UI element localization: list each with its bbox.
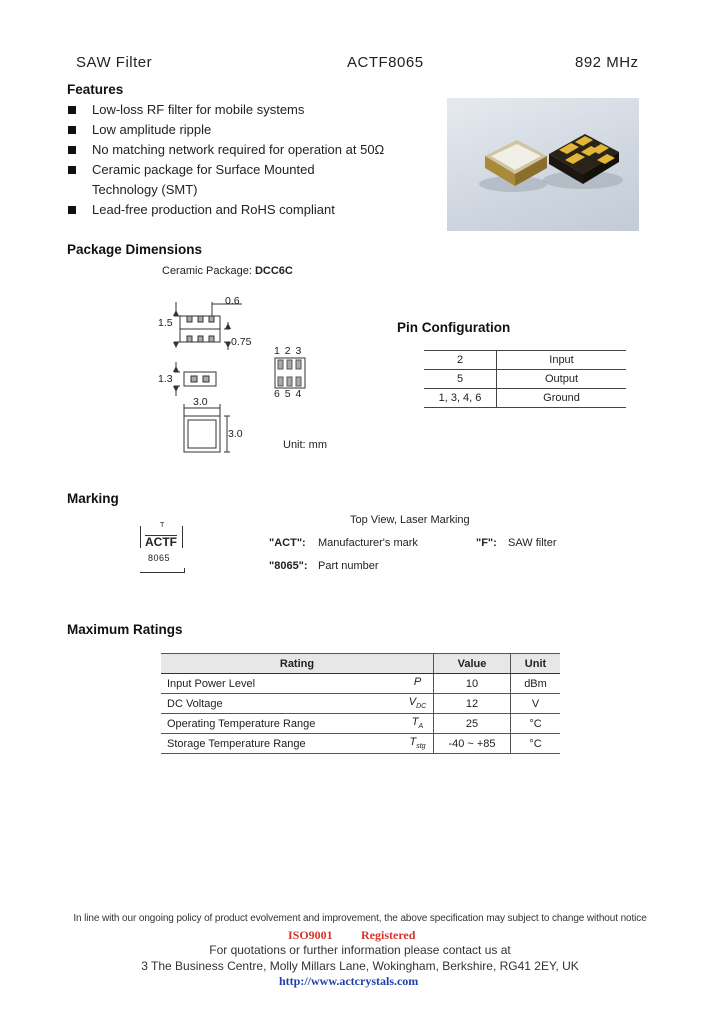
chip-line-1: ACTF — [145, 535, 177, 549]
act-code: "ACT": — [269, 537, 306, 549]
registered-label: Registered — [361, 928, 416, 942]
pin-numbers-top: 1 2 3 — [274, 345, 303, 357]
rating-name: Operating Temperature Range — [161, 714, 402, 734]
pinout-drawing — [274, 357, 306, 389]
package-dimensions-title: Package Dimensions — [67, 242, 203, 257]
features-title: Features — [67, 82, 124, 97]
rating-value: -40 ~ +85 — [434, 734, 511, 754]
rating-symbol: $T_{stg}$ — [402, 734, 434, 754]
package-code: DCC6C — [254, 265, 293, 277]
rating-unit: °C — [511, 714, 561, 734]
pin-number: 1, 3, 4, 6 — [424, 389, 497, 408]
dim-1-3: 1.3 — [158, 373, 173, 385]
table-row — [161, 734, 560, 754]
rating-value: 25 — [434, 714, 511, 734]
unit-label: Unit: mm — [283, 439, 327, 451]
rating-header: Rating — [161, 654, 434, 674]
unit-header: Unit — [511, 654, 561, 674]
chip-line-2: 8065 — [148, 553, 171, 563]
table-row — [424, 351, 626, 370]
dim-0-75: 0.75 — [231, 336, 252, 348]
feature-item: Lead-free production and RoHS compliant — [67, 200, 427, 220]
saw-filter-components-image — [447, 98, 639, 231]
pin-configuration-title: Pin Configuration — [397, 320, 511, 335]
iso-label: ISO9001 — [288, 928, 333, 942]
rating-symbol: $T_A$ — [402, 714, 434, 734]
feature-item-continuation: Technology (SMT) — [92, 182, 198, 197]
footer-address: 3 The Business Centre, Molly Millars Lane, Wokingham, Berkshire, RG41 2EY, UK — [141, 959, 579, 973]
table-row — [424, 389, 626, 408]
pin-function: Output — [497, 370, 627, 389]
maximum-ratings-title: Maximum Ratings — [67, 622, 183, 637]
pin-configuration-table — [424, 350, 626, 408]
feature-item: Low-loss RF filter for mobile systems — [67, 100, 427, 120]
pin-numbers-bottom: 6 5 4 — [274, 388, 303, 400]
pin-function: Input — [497, 351, 627, 370]
chip-mark: T — [160, 522, 165, 529]
product-type: SAW Filter — [76, 54, 153, 71]
bullet-icon — [68, 206, 76, 214]
rating-value: 12 — [434, 694, 511, 714]
dim-3-0-top: 3.0 — [193, 396, 208, 408]
part-number-code: "8065": — [269, 560, 308, 572]
rating-symbol: $V_{DC}$ — [402, 694, 434, 714]
pin-number: 5 — [424, 370, 497, 389]
package-dimension-drawing — [150, 288, 350, 463]
feature-item: Low amplitude ripple — [67, 120, 427, 140]
bullet-icon — [68, 126, 76, 134]
rating-name: DC Voltage — [161, 694, 402, 714]
rating-name: Input Power Level — [161, 674, 402, 694]
table-row — [424, 370, 626, 389]
rating-symbol: P — [402, 674, 434, 694]
pin-number: 2 — [424, 351, 497, 370]
dim-0-6: 0.6 — [225, 295, 240, 307]
table-row — [161, 674, 560, 694]
rating-name: Storage Temperature Range — [161, 734, 402, 754]
dim-3-0-side: 3.0 — [228, 428, 243, 440]
frequency: 892 MHz — [575, 54, 639, 71]
dim-1-5: 1.5 — [158, 317, 173, 329]
f-code: "F": — [476, 537, 497, 549]
f-description: SAW filter — [508, 537, 557, 549]
rating-unit: V — [511, 694, 561, 714]
feature-item: Ceramic package for Surface Mounted — [67, 160, 427, 180]
pin-function: Ground — [497, 389, 627, 408]
rating-unit: dBm — [511, 674, 561, 694]
rating-unit: °C — [511, 734, 561, 754]
table-row — [161, 694, 560, 714]
feature-item: No matching network required for operation at 50Ω — [67, 140, 427, 160]
bullet-icon — [68, 166, 76, 174]
rating-value: 10 — [434, 674, 511, 694]
part-number-description: Part number — [318, 560, 379, 572]
maximum-ratings-table — [161, 653, 560, 754]
table-header-row — [161, 654, 560, 674]
top-view-label: Top View, Laser Marking — [350, 514, 470, 526]
marking-title: Marking — [67, 491, 119, 506]
footer-contact: For quotations or further information please contact us at — [209, 943, 511, 957]
value-header: Value — [434, 654, 511, 674]
website-link[interactable]: http://www.actcrystals.com — [279, 974, 419, 988]
features-list — [67, 100, 427, 220]
table-row — [161, 714, 560, 734]
bullet-icon — [68, 146, 76, 154]
package-caption: Ceramic Package: DCC6C — [162, 265, 293, 277]
bullet-icon — [68, 106, 76, 114]
marking-chip-drawing — [140, 522, 184, 574]
product-photo — [447, 98, 639, 231]
act-description: Manufacturer's mark — [318, 537, 418, 549]
footer-notice: In line with our ongoing policy of product evolvement and improvement, the above specification may subject to change without notice — [73, 913, 647, 924]
model-number: ACTF8065 — [347, 54, 424, 71]
